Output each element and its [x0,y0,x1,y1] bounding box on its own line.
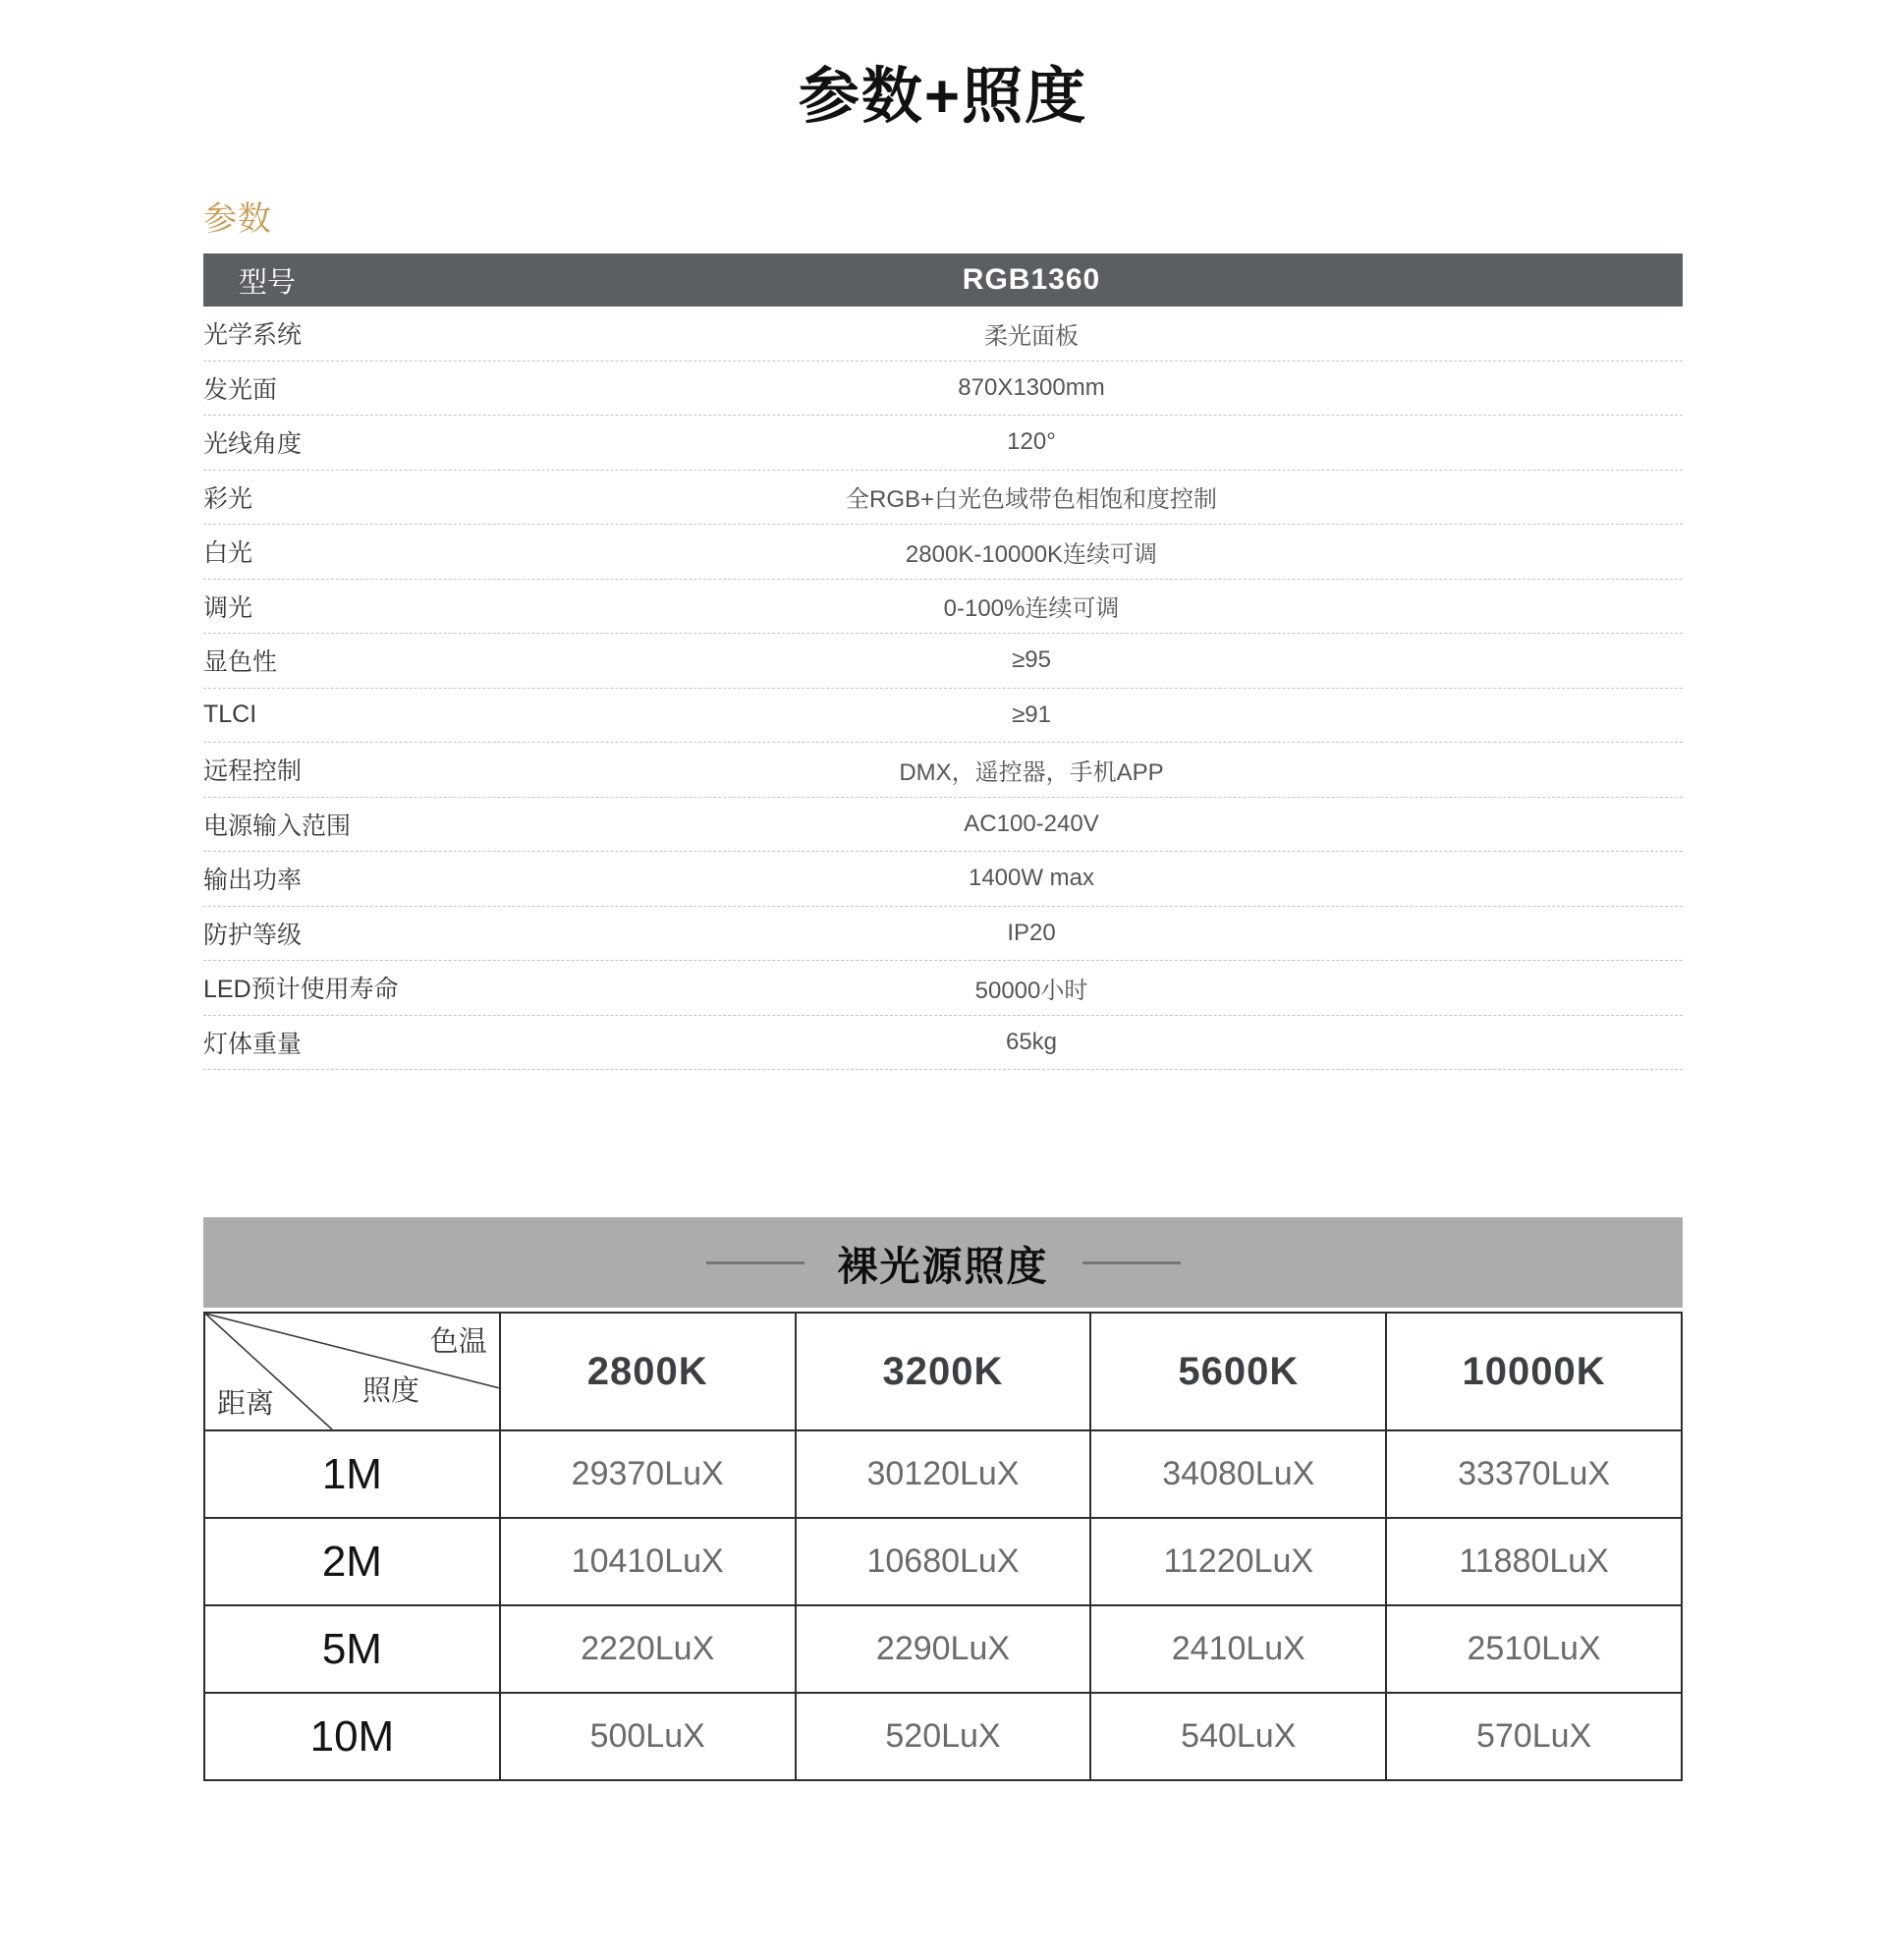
param-value: 1400W max [968,865,1095,892]
lux-value: 2220LuX [500,1605,796,1693]
lux-value: 570LuX [1386,1693,1682,1780]
content-area [203,192,1683,1781]
lux-value: 29370LuX [500,1430,796,1518]
lux-value: 30120LuX [796,1430,1091,1518]
param-label: TLCI [203,700,257,729]
distance-label: 10M [204,1693,500,1780]
param-label: 远程控制 [203,757,303,786]
params-section-label: 参数 [203,200,272,238]
param-value: 870X1300mm [958,373,1105,401]
illuminance-banner [203,1217,1683,1308]
illuminance-header-row [204,1313,1682,1430]
table-row [204,1518,1682,1605]
param-value: 65kg [1005,1028,1058,1055]
column-header-10000k: 10000K [1386,1313,1682,1430]
model-number: RGB1360 [962,263,1101,296]
param-value: 0-100%连续可调 [943,595,1120,623]
params-table-header-row [203,253,1683,307]
lux-value: 520LuX [796,1693,1091,1780]
corner-label-color-temp: 色温 [429,1326,487,1358]
column-header-3200k: 3200K [796,1313,1091,1430]
lux-value: 10680LuX [796,1518,1091,1605]
param-row [203,416,1683,471]
corner-label-distance: 距离 [217,1388,275,1420]
banner-dash-left [706,1261,804,1264]
param-label: 灯体重量 [203,1030,303,1058]
lux-value: 2510LuX [1386,1605,1682,1693]
param-label: 防护等级 [203,921,303,949]
param-label: 光学系统 [203,321,303,350]
param-value: IP20 [1007,919,1056,946]
param-row [203,525,1683,580]
page-title: 参数+照度 [798,63,1088,131]
param-value: AC100-240V [964,810,1099,837]
param-row [203,743,1683,798]
param-row [203,580,1683,635]
lux-value: 540LuX [1090,1693,1386,1780]
lux-value: 2290LuX [796,1605,1091,1693]
param-label: 输出功率 [203,867,303,895]
distance-label: 5M [204,1605,500,1693]
lux-value: 11880LuX [1386,1518,1682,1605]
table-row [204,1605,1682,1693]
param-row [203,471,1683,526]
lux-value: 10410LuX [500,1518,796,1605]
param-label: 显色性 [203,648,278,677]
param-label: 调光 [203,593,253,622]
model-header-label: 型号 [239,266,297,299]
lux-value: 33370LuX [1386,1430,1682,1518]
param-label: 发光面 [203,375,278,404]
column-header-2800k: 2800K [500,1313,796,1430]
param-value: DMX，遥控器，手机APP [899,758,1164,786]
param-value: 2800K-10000K连续可调 [905,540,1158,568]
param-row [203,852,1683,907]
param-value: 全RGB+白光色域带色相饱和度控制 [845,486,1218,514]
illuminance-table [203,1312,1683,1781]
lux-value: 11220LuX [1090,1518,1386,1605]
table-row [204,1430,1682,1518]
param-row [203,907,1683,962]
param-value: ≥91 [1012,700,1051,728]
param-label: 彩光 [203,484,253,513]
corner-header-cell [204,1313,500,1430]
distance-label: 2M [204,1518,500,1605]
banner-dash-right [1082,1261,1181,1264]
lux-value: 2410LuX [1090,1605,1386,1693]
illuminance-banner-title: 裸光源照度 [837,1243,1049,1289]
param-row [203,1016,1683,1071]
param-value: ≥95 [1012,646,1051,674]
param-label: 电源输入范围 [203,812,352,840]
param-row [203,634,1683,689]
param-value: 120° [1007,428,1056,456]
param-row [203,798,1683,853]
params-table [203,253,1683,1070]
lux-value: 500LuX [500,1693,796,1780]
table-row [204,1693,1682,1780]
param-label: 白光 [203,539,253,568]
corner-label-illuminance: 照度 [362,1375,420,1407]
param-row [203,689,1683,744]
param-row [203,307,1683,362]
param-label: 光线角度 [203,430,303,459]
distance-label: 1M [204,1430,500,1518]
param-row [203,362,1683,417]
column-header-5600k: 5600K [1090,1313,1386,1430]
lux-value: 34080LuX [1090,1430,1386,1518]
param-label: LED预计使用寿命 [203,976,399,1004]
param-row [203,961,1683,1016]
param-value: 50000小时 [974,977,1088,1004]
param-value: 柔光面板 [984,322,1079,350]
